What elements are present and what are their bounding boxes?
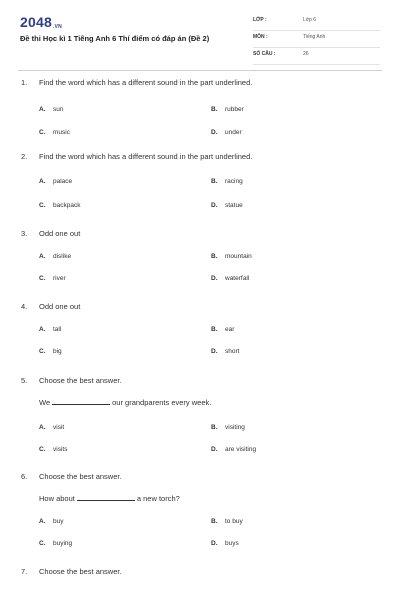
header-divider [18,70,382,71]
option-letter: A. [39,106,46,113]
option-b[interactable] [211,253,252,260]
question-prompt: Odd one out [39,229,81,238]
stem-before: How about [39,494,75,503]
option-letter: D. [211,540,218,547]
question-5 [21,376,381,472]
option-text: statue [225,202,243,209]
question-6 [21,472,381,567]
option-letter: B. [211,106,218,113]
option-text: to buy [225,518,243,525]
option-letter: B. [211,253,218,260]
stem-after: a new torch? [136,494,180,503]
question-2 [21,152,381,229]
option-letter: D. [211,129,218,136]
exam-title: Đề thi Học kì 1 Tiếng Anh 6 Thí điểm có đáp án (Đề 2) [20,34,210,43]
option-letter: D. [211,348,218,355]
option-letter: C. [39,540,46,547]
option-b[interactable] [211,326,234,333]
question-prompt: Choose the best answer. [39,472,122,481]
site-logo[interactable] [20,14,62,30]
meta-label: MÔN : [253,34,268,40]
logo-tld: .VN [52,24,62,30]
question-number: 2. [21,152,28,161]
meta-row-subject [253,31,380,48]
option-d[interactable] [211,348,239,355]
option-c[interactable] [39,348,62,355]
option-letter: D. [211,275,218,282]
option-a[interactable] [39,106,63,113]
meta-value: 26 [303,51,309,57]
option-text: are visiting [225,446,257,453]
question-number: 3. [21,229,28,238]
option-letter: A. [39,518,46,525]
meta-value: Tiếng Anh [303,34,326,40]
question-stem [39,398,211,407]
option-c[interactable] [39,202,80,209]
question-4 [21,302,381,376]
option-text: buying [53,540,73,547]
question-number: 1. [21,78,28,87]
question-prompt: Find the word which has a different sound in the part underlined. [39,78,253,87]
option-letter: B. [211,326,218,333]
option-letter: B. [211,178,218,185]
question-stem [39,494,180,503]
option-d[interactable] [211,540,239,547]
meta-value: Lớp 6 [303,17,317,23]
option-a[interactable] [39,424,64,431]
option-text: river [53,275,66,282]
option-a[interactable] [39,253,71,260]
option-text: mountain [225,253,252,260]
option-a[interactable] [39,518,63,525]
option-letter: C. [39,202,46,209]
question-prompt: Choose the best answer. [39,376,122,385]
option-b[interactable] [211,424,245,431]
option-text: waterfall [225,275,250,282]
option-letter: D. [211,446,218,453]
option-d[interactable] [211,202,243,209]
option-c[interactable] [39,540,72,547]
question-number: 6. [21,472,28,481]
option-letter: C. [39,129,46,136]
option-text: tall [53,326,62,333]
option-text: palace [53,178,73,185]
option-letter: A. [39,178,46,185]
option-b[interactable] [211,106,244,113]
question-number: 5. [21,376,28,385]
option-letter: C. [39,348,46,355]
question-number: 7. [21,567,28,576]
option-d[interactable] [211,446,256,453]
option-letter: A. [39,326,46,333]
option-letter: A. [39,424,46,431]
option-text: short [225,348,240,355]
header [20,14,380,70]
option-letter: C. [39,275,46,282]
logo-text: 2048 [20,14,52,30]
option-c[interactable] [39,275,66,282]
option-letter: A. [39,253,46,260]
option-a[interactable] [39,326,61,333]
option-text: sun [53,106,64,113]
answer-blank [77,494,135,501]
option-text: buy [53,518,64,525]
question-number: 4. [21,302,28,311]
meta-label: SỐ CÂU : [253,51,276,57]
question-1 [21,78,381,152]
option-text: racing [225,178,243,185]
option-b[interactable] [211,178,243,185]
option-text: visits [53,446,68,453]
option-text: ear [225,326,235,333]
option-b[interactable] [211,518,243,525]
option-letter: C. [39,446,46,453]
option-text: visiting [225,424,245,431]
option-letter: D. [211,202,218,209]
option-text: buys [225,540,239,547]
option-text: music [53,129,70,136]
option-text: under [225,129,242,136]
option-text: rubber [225,106,244,113]
option-d[interactable] [211,129,242,136]
option-text: dislike [53,253,72,260]
meta-label: LỚP : [253,17,267,23]
question-prompt: Find the word which has a different sound in the part underlined. [39,152,253,161]
meta-row-question-count [253,48,380,65]
option-letter: B. [211,424,218,431]
exam-meta [253,14,380,65]
meta-row-class [253,14,380,31]
option-text: backpack [53,202,81,209]
question-list [0,78,400,587]
option-letter: B. [211,518,218,525]
question-prompt: Odd one out [39,302,81,311]
option-c[interactable] [39,129,70,136]
stem-after: our grandparents every week. [112,398,212,407]
question-3 [21,229,381,302]
option-text: visit [53,424,65,431]
option-text: big [53,348,62,355]
option-c[interactable] [39,446,67,453]
question-7 [21,567,381,587]
question-prompt: Choose the best answer. [39,567,122,576]
stem-before: We [39,398,51,407]
option-a[interactable] [39,178,72,185]
answer-blank [52,398,110,405]
option-d[interactable] [211,275,249,282]
